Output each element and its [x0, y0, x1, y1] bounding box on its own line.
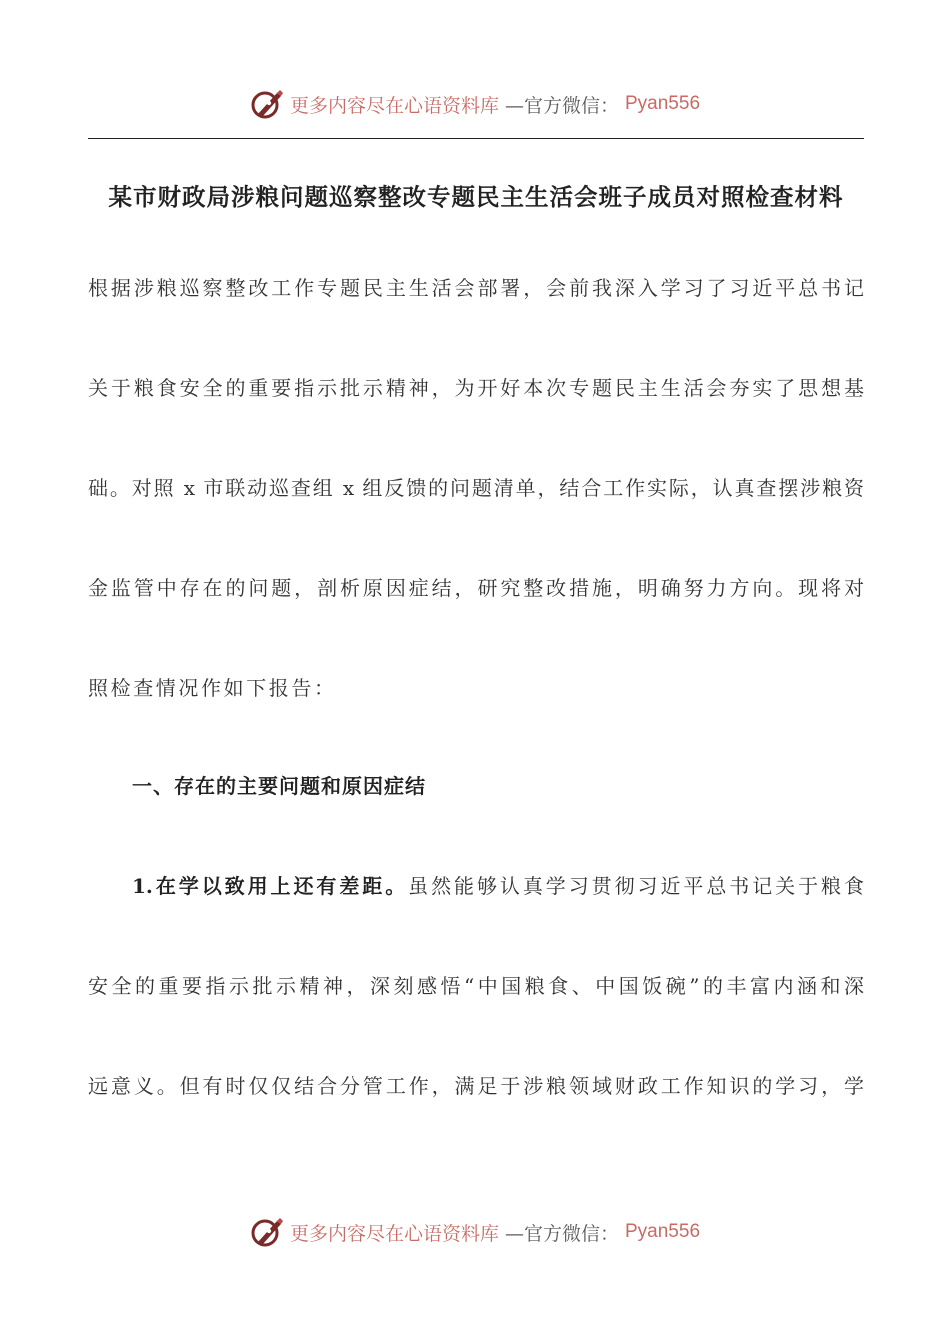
section-heading: 一、存在的主要问题和原因症结 [132, 774, 426, 798]
item1-first-rest: 虽然能够认真学习贯彻习近平总书记关于粮食 [408, 874, 864, 898]
intro-line-1: 根据涉粮巡察整改工作专题民主生活会部署，会前我深入学习了习近平总书记 [88, 276, 864, 300]
footer-site-name: 更多内容尽在心语资料库 [289, 1222, 499, 1245]
pen-logo-icon [250, 1215, 284, 1249]
item1-lead: 1.在学以致用上还有差距。 [132, 874, 409, 898]
intro-line-2: 关于粮食安全的重要指示批示精神，为开好本次专题民主生活会夯实了思想基 [88, 376, 864, 400]
banner-wechat-label: —官方微信： [504, 94, 619, 117]
footer-wechat-id: Pyan556 [625, 1221, 701, 1242]
intro-line-3: 础。对照 x 市联动巡查组 x 组反馈的问题清单，结合工作实际，认真查摆涉粮资 [88, 476, 864, 500]
banner-wechat-id: Pyan556 [625, 93, 701, 114]
item1-first-line [132, 870, 864, 899]
item1-line-3: 远意义。但有时仅仅结合分管工作，满足于涉粮领域财政工作知识的学习，学 [88, 1074, 864, 1098]
banner-site-name: 更多内容尽在心语资料库 [289, 94, 499, 117]
intro-line-5: 照检查情况作如下报告： [88, 676, 337, 700]
intro-line-4: 金监管中存在的问题，剖析原因症结，研究整改措施，明确努力方向。现将对 [88, 576, 864, 600]
document-title: 某市财政局涉粮问题巡察整改专题民主生活会班子成员对照检查材料 [108, 183, 844, 211]
footer-wechat-label: —官方微信： [504, 1222, 619, 1245]
pen-logo-icon [250, 87, 284, 121]
item1-line-2: 安全的重要指示批示精神，深刻感悟“中国粮食、中国饭碗”的丰富内涵和深 [88, 974, 864, 998]
header-divider [88, 138, 864, 139]
footer-banner [0, 1212, 950, 1252]
header-banner [0, 84, 950, 124]
